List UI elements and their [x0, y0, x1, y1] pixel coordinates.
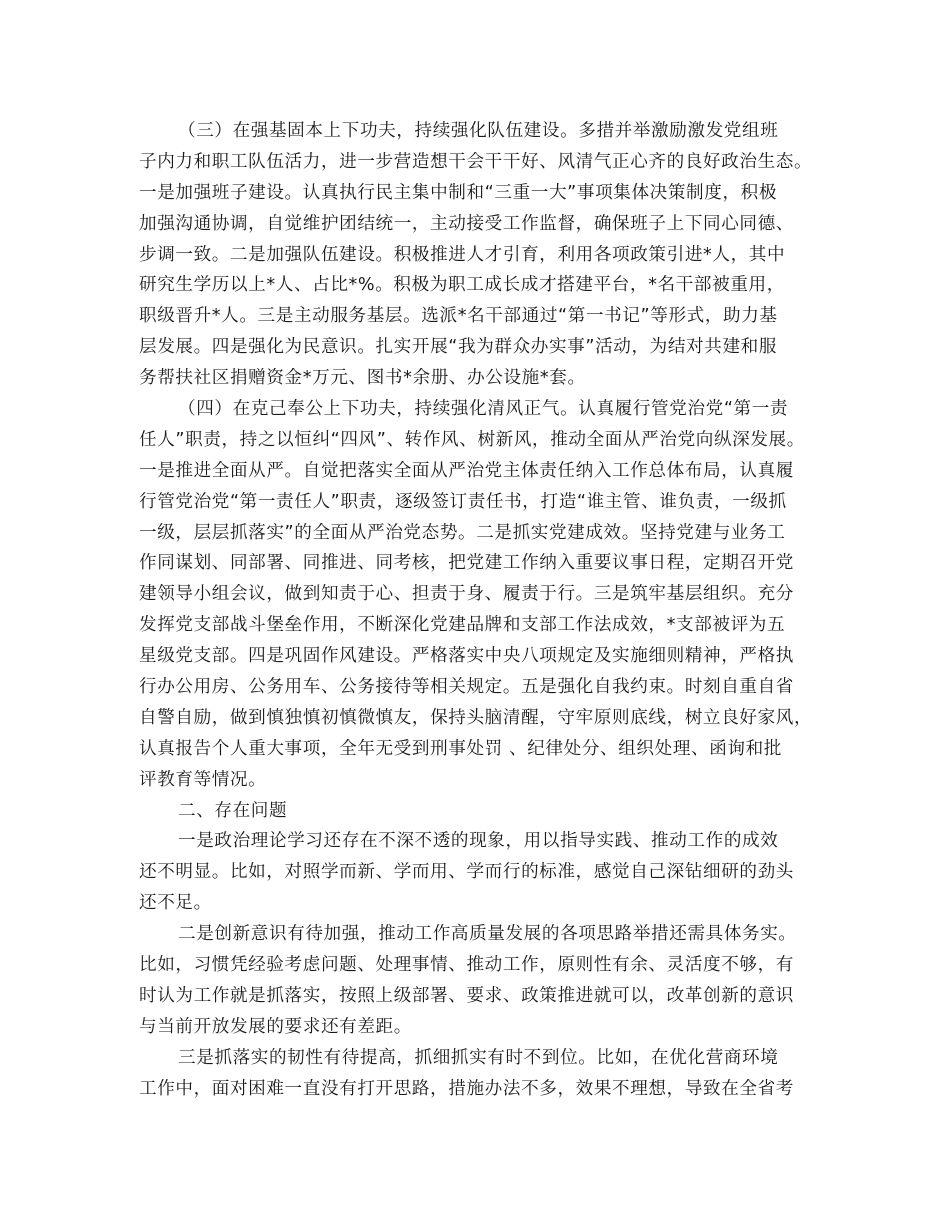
text-line: 时认为工作就是抓落实，按照上级部署、要求、政策推进就可以，改革创新的意识	[139, 985, 794, 1006]
text-line: 与当前开放发展的要求还有差距。	[139, 1016, 412, 1037]
text-line: 评教育等情况。	[139, 769, 267, 790]
text-line: 还不明显。比如，对照学而新、学而用、学而行的标准，感觉自己深钻细研的劲头	[139, 862, 794, 883]
text-line: 还不足。	[139, 893, 212, 914]
text-line: 星级党支部。四是巩固作风建设。严格落实中央八项规定及实施细则精神，严格执	[139, 646, 794, 667]
text-line: （四）在克己奉公上下功夫，持续强化清风正气。认真履行管党治党“第一责	[178, 399, 789, 420]
text-line: 建领导小组会议，做到知责于心、担责于身、履责于行。三是筑牢基层组织。充分	[139, 584, 794, 605]
text-line: 二是创新意识有待加强，推动工作高质量发展的各项思路举措还需具体务实。	[178, 924, 797, 945]
text-line: 务帮扶社区捐赠资金*万元、图书*余册、办公设施*套。	[139, 368, 586, 389]
text-line: 比如，习惯凭经验考虑问题、处理事情、推动工作，原则性有余、灵活度不够，有	[139, 955, 794, 976]
text-line: 一级，层层抓落实”的全面从严治党态势。二是抓实党建成效。坚持党建与业务工	[139, 522, 786, 543]
text-line: 行管党治党“第一责任人”职责，逐级签订责任书，打造“谁主管、谁负责，一级抓	[139, 491, 787, 512]
text-line: 一是政治理论学习还存在不深不透的现象，用以指导实践、推动工作的成效	[178, 831, 779, 852]
text-line: 子内力和职工队伍活力，进一步营造想干会干干好、风清气正心齐的良好政治生态。	[139, 151, 813, 172]
text-line: 二、存在问题	[178, 800, 288, 821]
text-line: 行办公用房、公务用车、公务接待等相关规定。五是强化自我约束。时刻自重自省	[139, 677, 794, 698]
body-text	[139, 116, 839, 1105]
text-line: 自警自励，做到慎独慎初慎微慎友，保持头脑清醒，守牢原则底线，树立良好家风，	[139, 707, 813, 728]
text-line: 发挥党支部战斗堡垒作用，不断深化党建品牌和支部工作法成效，*支部被评为五	[139, 615, 786, 636]
text-line: 职级晋升*人。三是主动服务基层。选派*名干部通过“第一书记”等形式，助力基	[139, 306, 778, 327]
text-line: 一是加强班子建设。认真执行民主集中制和“三重一大”事项集体决策制度，积极	[139, 182, 778, 203]
text-line: 一是推进全面从严。自觉把落实全面从严治党主体责任纳入工作总体布局，认真履	[139, 460, 794, 481]
text-line: 工作中，面对困难一直没有打开思路，措施办法不多，效果不理想，导致在全省考	[139, 1078, 794, 1099]
text-line: 作同谋划、同部署、同推进、同考核，把党建工作纳入重要议事日程，定期召开党	[139, 553, 794, 574]
text-line: 认真报告个人重大事项，全年无受到刑事处罚 、纪律处分、组织处理、函询和批	[139, 738, 782, 759]
text-line: 任人”职责，持之以恒纠“四风”、转作风、树新风，推动全面从严治党向纵深发展。	[139, 429, 805, 450]
text-line: 三是抓落实的韧性有待提高，抓细抓实有时不到位。比如，在优化营商环境	[178, 1047, 779, 1068]
text-line: 加强沟通协调，自觉维护团结统一，主动接受工作监督，确保班子上下同心同德、	[139, 213, 794, 234]
text-line: 研究生学历以上*人、占比*%。积极为职工成长成才搭建平台，*名干部被重用，	[139, 275, 785, 296]
text-line: （三）在强基固本上下功夫，持续强化队伍建设。多措并举激励激发党组班	[178, 121, 779, 141]
text-line: 步调一致。二是加强队伍建设。积极推进人才引育，利用各项政策引进*人，其中	[139, 244, 786, 265]
text-line: 层发展。四是强化为民意识。扎实开展“我为群众办实事”活动，为结对共建和服	[139, 337, 778, 358]
